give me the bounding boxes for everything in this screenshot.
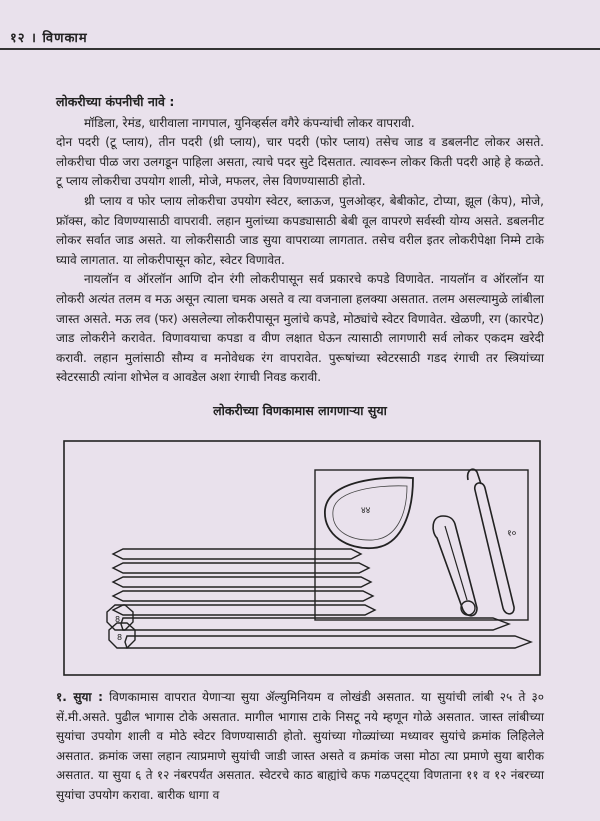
page-header xyxy=(0,26,600,46)
main-text xyxy=(56,92,544,388)
figure-title: लोकरीच्या विणकामास लागणाऱ्या सुया xyxy=(213,403,387,418)
dp-needle xyxy=(113,563,369,573)
hook-label: १० xyxy=(507,529,517,539)
needles-text: विणकामास वापरात येणाऱ्या सुया ॲल्युमिनियम व लोखंडी असतात. या सुयांची लांबी २५ ते ३० सें.मी.असते. पुढील भागास टोके असतात. मागील भागास टाके निसटू नये म्हणून गोळे असतात. जास्त लांबीच्या सुयांचा उपयोग शाली व मोठे स्वेटर विणण्यासाठी होतो. सुयांच्या गोळ्यांच्या मध्यावर सुयांचे क्रमांक लिहिलेले असतात. क्रमांक जसा लहान त्याप्रमाणे सुयांची जाडी जास्त असते व क्रमांक जसा मोठा त्या प्रमाणे सुया बारीक असतात. या सुया ६ ते १२ नंबरपर्यंत असतात. स्वेटरचे काठ बाह्यांचे कफ गळपट्ट्या विणताना ११ व १२ नंबरच्या सुयांचा उपयोग करावा. बारीक धागा व xyxy=(56,690,545,802)
paragraph-2: दोन पदरी (टू प्लाय), तीन पदरी (थ्री प्लाय), चार पदरी (फोर प्लाय) तसेच जाड व डबलनीट लोकर असते. लोकरीचा पीळ जरा उलगडून पाहिला असता, त्याचे पदर सुटे दिसतात. त्यावरून लोकर किती पदरी आहे हे कळते. टू प्लाय लोकरीचा उपयोग शाली, मोजे, मफलर, लेस विणण्यासाठी होतो. xyxy=(56,135,544,189)
dp-needle xyxy=(113,549,361,559)
needle-knob-label: 8 xyxy=(117,633,123,642)
straight-needle xyxy=(109,623,531,648)
cable-hook-tip xyxy=(468,469,481,484)
dp-needle xyxy=(113,577,371,587)
dp-needle xyxy=(113,605,375,615)
gauge-label: ४४ xyxy=(361,506,371,516)
dp-needle xyxy=(113,591,373,601)
paragraph-1: मॉडिला, रेमंड, धारीवाला नागपाल, युनिव्हर्सल वगैरे कंपन्यांची लोकर वापरावी. xyxy=(84,115,415,130)
straight-needle xyxy=(107,605,509,630)
page-number-and-title: १२ । विणकाम xyxy=(10,31,88,46)
needle-knob-label: 8 xyxy=(115,615,121,624)
section-heading: लोकरीच्या कंपनीची नावे : xyxy=(56,94,175,109)
accessory-panel xyxy=(315,470,528,620)
paragraph-4: नायलॉन व ऑरलॉन आणि दोन रंगी लोकरीपासून सर्व प्रकारचे कपडे विणावेत. नायलॉन व ऑरलॉन या लोकरी अत्यंत तलम व मऊ असून त्याला चमक असते व त्या वजनाला हलक्या असतात. तलम असल्यामुळे लांबीला जास्त असते. मऊ लव (फर) असलेल्या लोकरीपासून मुलांचे कपडे, मोठ्यांचे स्वेटर विणावेत. खेळणी, रग (कारपेट) जाड लोकरीने करावेत. विणावयाचा कपडा व वीण लक्षात घेऊन त्यासाठी लागणारी सर्व लोकर एकदम खरेदी करावी. लहान मुलांसाठी सौम्य व मनोवेधक रंग वापरावेत. पुरूषांच्या स्वेटरसाठी गडद रंगाची तर स्त्रियांच्या स्वेटरसाठी त्यांना शोभेल व आवडेल अशा रंगाची निवड करावी. xyxy=(56,272,544,385)
double-pointed-needles xyxy=(113,549,375,615)
paragraph-3: थ्री प्लाय व फोर प्लाय लोकरीचा उपयोग स्वेटर, ब्लाऊज, पुलओव्हर, बेबीकोट, टोप्या, झूल (केप), मोजे, फ्रॉक्स, कोट विणण्यासाठी वापरावी. लहान मुलांच्या कपड्यासाठी बेबी वूल वापरणे सर्वस्वी योग्य असते. डबलनीट लोकर सर्वात जाड असते. या लोकरीसाठी जाड सुया वापराव्या लागतात. तसेच वरील इतर लोकरीपेक्षा निम्मे टाके घ्यावे लागतात. या लोकरीपासून कोट, स्वेटर विणावेत. xyxy=(56,193,544,267)
knitting-needles-illustration xyxy=(63,440,541,676)
needles-section xyxy=(56,688,544,806)
header-rule xyxy=(0,48,600,50)
cable-hook xyxy=(475,483,514,614)
needles-heading: १. सुया : xyxy=(56,690,103,704)
